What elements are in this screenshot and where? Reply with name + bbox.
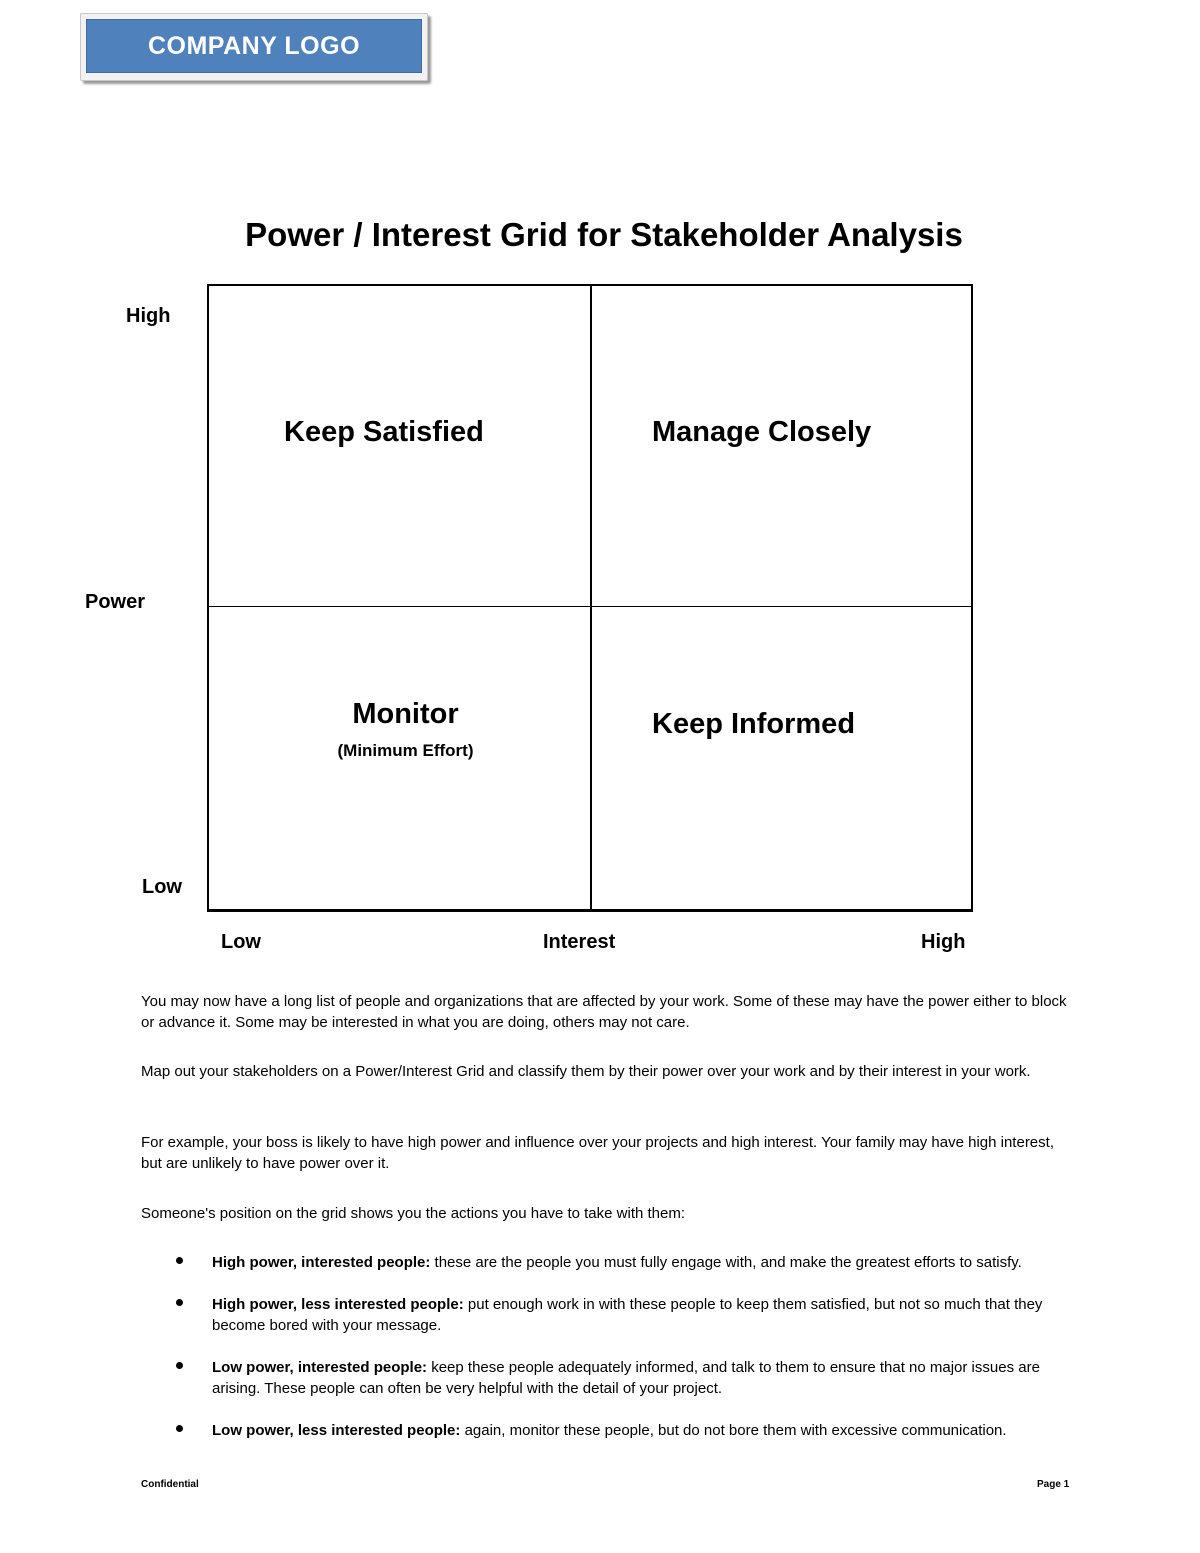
bullet-lead: High power, interested people: bbox=[212, 1254, 431, 1271]
company-logo-text: COMPANY LOGO bbox=[147, 32, 361, 60]
bullet-text: these are the people you must fully engage with, and make the greatest efforts to satisfy. bbox=[430, 1254, 1022, 1271]
list-item bbox=[212, 1420, 1082, 1441]
list-item bbox=[212, 1252, 1082, 1273]
footer-page-number: Page 1 bbox=[1037, 1479, 1070, 1490]
quadrant-monitor-subtitle: (Minimum Effort) bbox=[337, 741, 474, 760]
bullet-dot bbox=[176, 1362, 183, 1369]
quadrant-keep-informed: Keep Informed bbox=[652, 708, 856, 740]
quadrant-keep-satisfied: Keep Satisfied bbox=[284, 416, 484, 448]
bullet-text: again, monitor these people, but do not bore them with excessive communication. bbox=[460, 1422, 1007, 1439]
bullet-dot bbox=[176, 1299, 183, 1306]
y-axis-low-label: Low bbox=[142, 876, 182, 898]
bullet-text: put enough work in with these people to keep them satisfied, but not so much that they become bored with your message. bbox=[212, 1296, 1043, 1334]
x-axis-high-label: High bbox=[921, 931, 966, 953]
list-item bbox=[212, 1357, 1082, 1399]
bullet-text: keep these people adequately informed, and talk to them to ensure that no major issues are arising. These people can often be very helpful with the detail of your project. bbox=[212, 1359, 1040, 1397]
company-logo-box bbox=[86, 19, 422, 73]
quadrant-monitor: Monitor bbox=[352, 698, 459, 730]
y-axis-high-label: High bbox=[126, 305, 171, 327]
bullet-lead: High power, less interested people: bbox=[212, 1296, 464, 1313]
x-axis-low-label: Low bbox=[221, 931, 261, 953]
page-title: Power / Interest Grid for Stakeholder Analysis bbox=[245, 216, 963, 253]
paragraph-map-out: Map out your stakeholders on a Power/Interest Grid and classify them by their power over your work and by their interest in your work. bbox=[141, 1063, 1031, 1080]
paragraph-example: For example, your boss is likely to have high power and influence over your projects and high interest. Your family may have high interest, but are unlikely to have power over it. bbox=[141, 1134, 1054, 1172]
bullet-lead: Low power, interested people: bbox=[212, 1359, 428, 1376]
bullet-lead: Low power, less interested people: bbox=[212, 1422, 461, 1439]
power-interest-grid bbox=[207, 284, 973, 912]
paragraph-intro: You may now have a long list of people and organizations that are affected by your work. Some of these may have the power either to block or advance it. Some may be interested in what you are doing, others may not care. bbox=[141, 993, 1067, 1031]
bullet-dot bbox=[176, 1425, 183, 1432]
grid-horizontal-divider bbox=[209, 606, 971, 607]
x-axis-title: Interest bbox=[543, 931, 616, 953]
list-item bbox=[212, 1294, 1082, 1336]
company-logo bbox=[80, 13, 428, 81]
quadrant-manage-closely: Manage Closely bbox=[652, 416, 872, 448]
grid-vertical-divider bbox=[590, 286, 592, 909]
bullet-dot bbox=[176, 1257, 183, 1264]
paragraph-position: Someone's position on the grid shows you the actions you have to take with them: bbox=[141, 1205, 686, 1222]
footer-confidential: Confidential bbox=[141, 1479, 199, 1490]
y-axis-title: Power bbox=[85, 591, 146, 613]
